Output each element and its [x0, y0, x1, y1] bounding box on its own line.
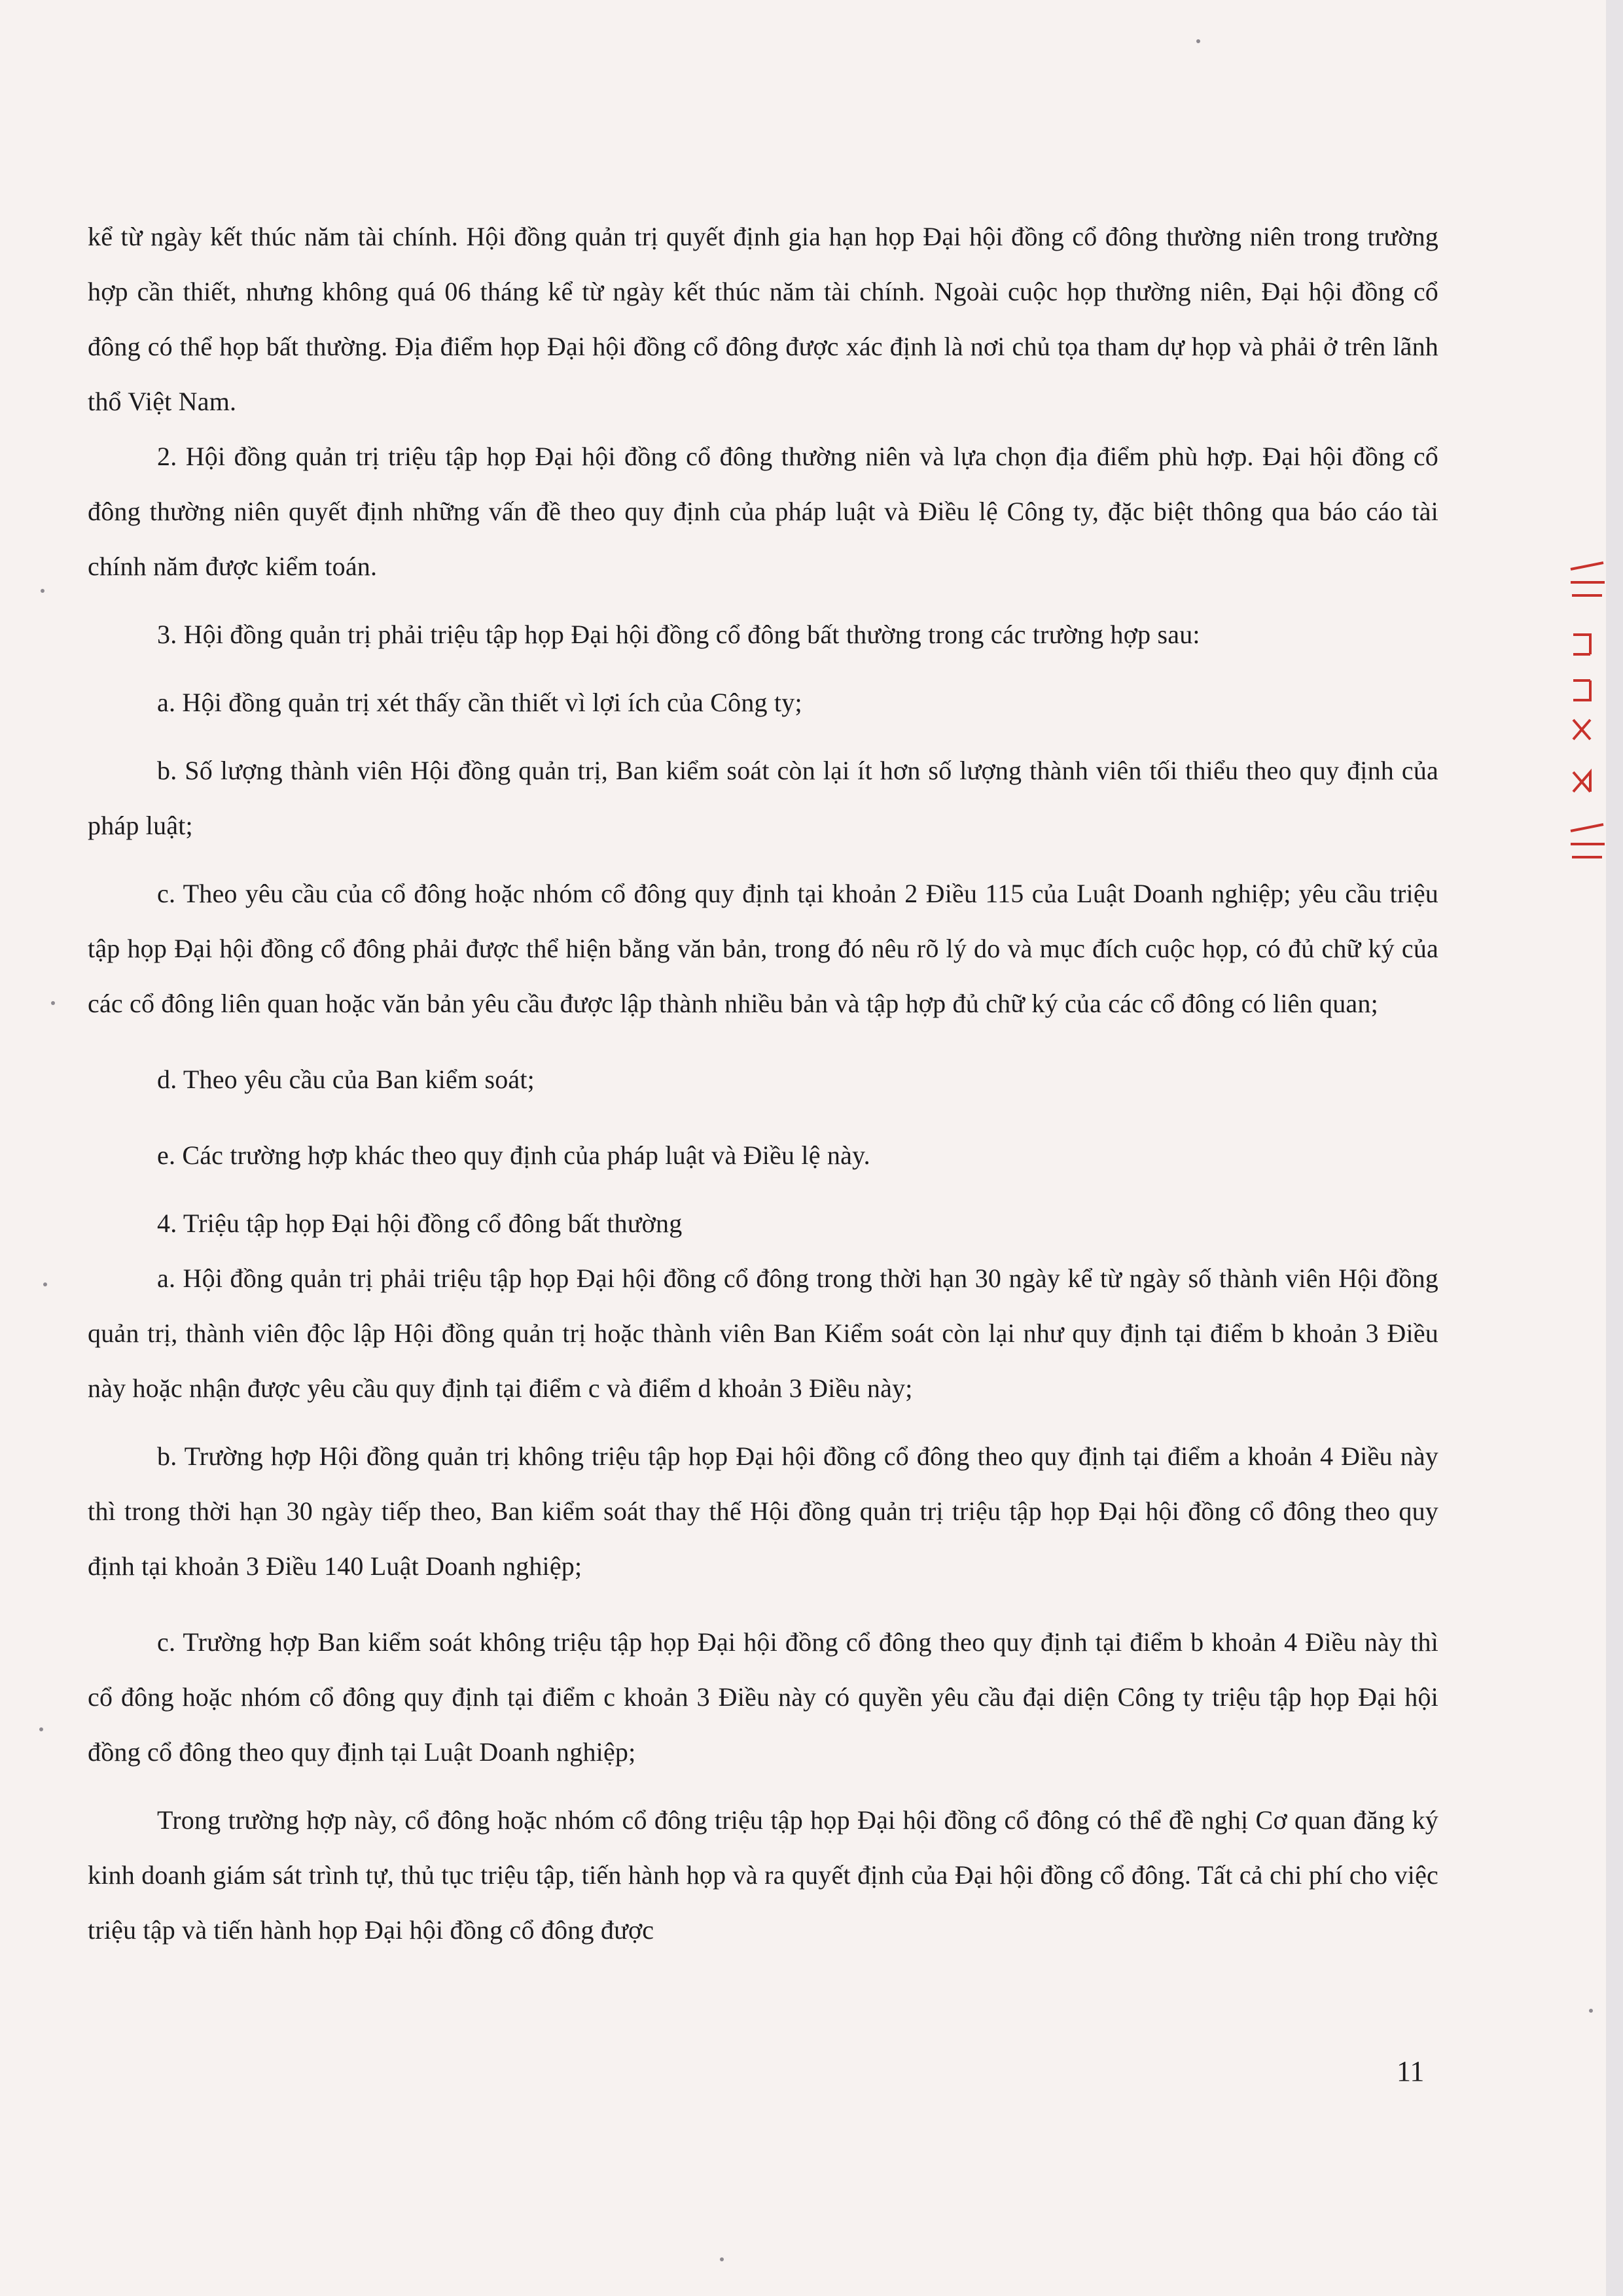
- paragraph-clause-3c: c. Theo yêu cầu của cổ đông hoặc nhóm cổ đông quy định tại khoản 2 Điều 115 của Luật Doanh nghiệp; yêu cầu triệu tập họp Đại hội đồng cổ đông phải được thể hiện bằng văn bản, trong đó nêu rõ lý do và mục đích cuộc họp, có đủ chữ ký của các cổ đông liên quan hoặc văn bản yêu cầu được lập thành nhiều bản và tập hợp đủ chữ ký của các cổ đông có liên quan;: [88, 879, 1438, 1018]
- scan-speck: [43, 1282, 47, 1286]
- scan-speck: [720, 2257, 724, 2261]
- paragraph-clause-3: 3. Hội đồng quản trị phải triệu tập họp Đại hội đồng cổ đông bất thường trong các trường hợp sau:: [157, 620, 1200, 649]
- paragraph-clause-3b: b. Số lượng thành viên Hội đồng quản trị, Ban kiểm soát còn lại ít hơn số lượng thành viên tối thiểu theo quy định của pháp luật;: [88, 756, 1438, 840]
- paragraph-closing: Trong trường hợp này, cổ đông hoặc nhóm cổ đông triệu tập họp Đại hội đồng cổ đông có thể đề nghị Cơ quan đăng ký kinh doanh giám sát trình tự, thủ tục triệu tập, tiến hành họp và ra quyết định của Đại hội đồng cổ đông. Tất cả chi phí cho việc triệu tập và tiến hành họp Đại hội đồng cổ đông được: [88, 1805, 1438, 1945]
- paragraph-clause-2: 2. Hội đồng quản trị triệu tập họp Đại hội đồng cổ đông thường niên và lựa chọn địa điểm phù hợp. Đại hội đồng cổ đông thường niên quyết định những vấn đề theo quy định của pháp luật và Điều lệ Công ty, đặc biệt thông qua báo cáo tài chính năm được kiểm toán.: [88, 442, 1438, 581]
- scan-speck: [51, 1001, 55, 1005]
- paragraph-clause-3e: e. Các trường hợp khác theo quy định của pháp luật và Điều lệ này.: [157, 1140, 870, 1170]
- paragraph-clause-4: 4. Triệu tập họp Đại hội đồng cổ đông bất thường: [157, 1209, 683, 1238]
- paragraph-clause-4b: b. Trường hợp Hội đồng quản trị không triệu tập họp Đại hội đồng cổ đông theo quy định tại điểm a khoản 4 Điều này thì trong thời hạn 30 ngày tiếp theo, Ban kiểm soát thay thế Hội đồng quản trị triệu tập họp Đại hội đồng cổ đông theo quy định tại khoản 3 Điều 140 Luật Doanh nghiệp;: [88, 1441, 1438, 1581]
- document-body: [88, 209, 1438, 1958]
- paragraph-clause-3d: d. Theo yêu cầu của Ban kiểm soát;: [157, 1065, 535, 1094]
- scan-speck: [1589, 2009, 1593, 2013]
- paragraph-clause-4a: a. Hội đồng quản trị phải triệu tập họp Đại hội đồng cổ đông trong thời hạn 30 ngày kể từ ngày số thành viên Hội đồng quản trị, thành viên độc lập Hội đồng quản trị hoặc thành viên Ban Kiểm soát còn lại như quy định tại điểm b khoản 3 Điều này hoặc nhận được yêu cầu quy định tại điểm c và điểm d khoản 3 Điều này;: [88, 1263, 1438, 1403]
- scan-speck: [39, 1727, 43, 1731]
- page-edge: [1606, 0, 1623, 2296]
- page-number: 11: [1397, 2055, 1425, 2087]
- paragraph-clause-3a: a. Hội đồng quản trị xét thấy cần thiết vì lợi ích của Công ty;: [157, 688, 802, 717]
- paragraph-continuation: kể từ ngày kết thúc năm tài chính. Hội đồng quản trị quyết định gia hạn họp Đại hội đồng cổ đông thường niên trong trường hợp cần thiết, nhưng không quá 06 tháng kể từ ngày kết thúc năm tài chính. Ngoài cuộc họp thường niên, Đại hội đồng cổ đông có thể họp bất thường. Địa điểm họp Đại hội đồng cổ đông được xác định là nơi chủ tọa tham dự họp và phải ở trên lãnh thổ Việt Nam.: [88, 222, 1438, 416]
- paragraph-clause-4c: c. Trường hợp Ban kiểm soát không triệu tập họp Đại hội đồng cổ đông theo quy định tại điểm b khoản 4 Điều này thì cổ đông hoặc nhóm cổ đông quy định tại điểm c khoản 3 Điều này có quyền yêu cầu đại diện Công ty triệu tập họp Đại hội đồng cổ đông theo quy định tại Luật Doanh nghiệp;: [88, 1627, 1438, 1767]
- stamp-fragment-icon: [1564, 556, 1610, 864]
- scan-speck: [1196, 39, 1200, 43]
- scan-speck: [41, 589, 45, 593]
